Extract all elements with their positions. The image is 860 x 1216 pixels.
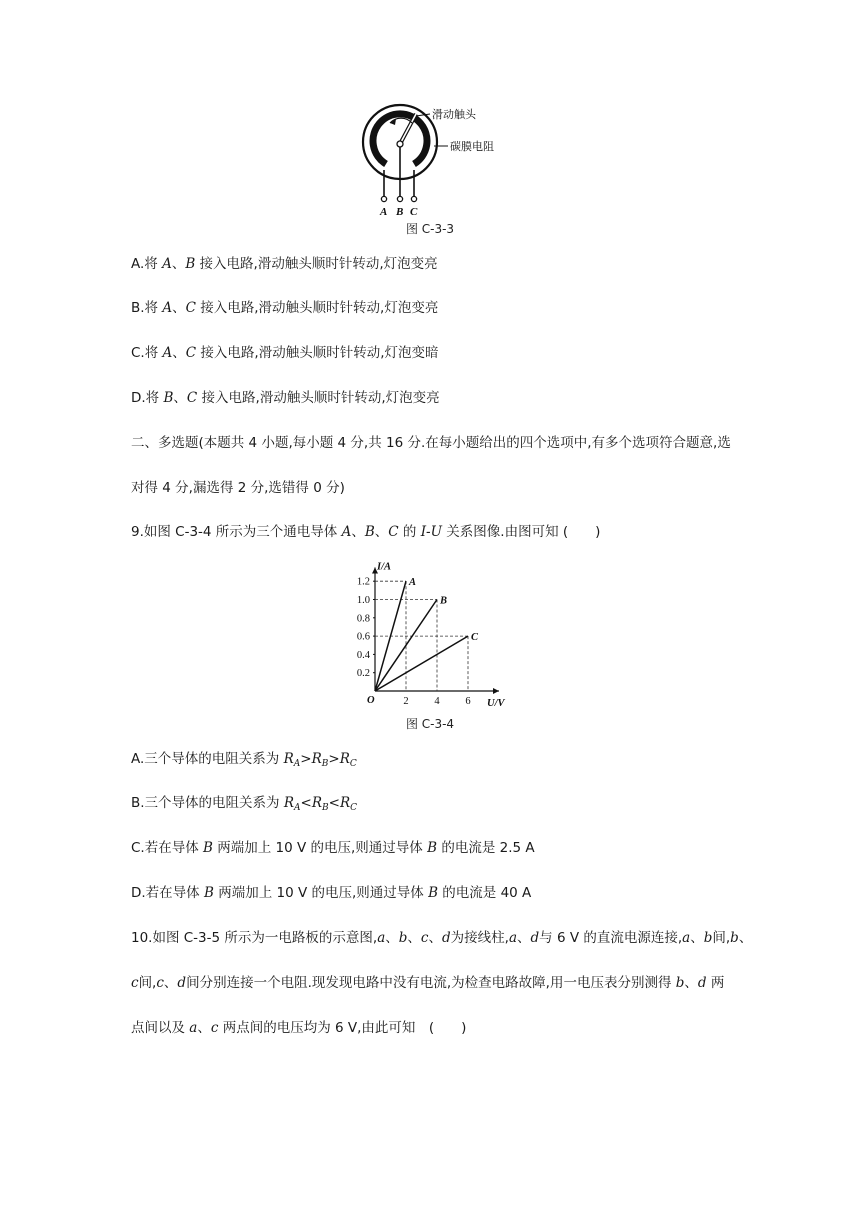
- section-2-heading-line-2: 对得 4 分,漏选得 2 分,选错得 0 分): [131, 480, 345, 496]
- y-tick-label: 1.2: [356, 576, 370, 588]
- terminal-c: [411, 196, 416, 201]
- iu-chart: [350, 552, 510, 712]
- y-tick-label: 0.8: [356, 613, 370, 625]
- origin-label: O: [367, 695, 375, 706]
- q10-line-3: 点间以及 a、c 两点间的电压均为 6 V,由此可知 ( ): [131, 1020, 467, 1036]
- pin-label-b: B: [396, 206, 404, 218]
- series-label-b: B: [440, 595, 448, 607]
- x-tick-label: 2: [403, 696, 409, 707]
- q8-option-a: A.将 A、B 接入电路,滑动触头顺时针转动,灯泡变亮: [131, 256, 438, 272]
- y-tick-label: 0.4: [356, 649, 370, 661]
- resistor-label: 碳膜电阻: [450, 141, 494, 153]
- q8-option-c: C.将 A、C 接入电路,滑动触头顺时针转动,灯泡变暗: [131, 345, 439, 361]
- y-tick-label: 1.0: [356, 595, 370, 606]
- q8-option-b: B.将 A、C 接入电路,滑动触头顺时针转动,灯泡变亮: [131, 300, 439, 316]
- figure-caption-c-3-4: 图 C-3-4: [405, 717, 455, 731]
- q9-option-c: C.若在导体 B 两端加上 10 V 的电压,则通过导体 B 的电流是 2.5 A: [131, 840, 535, 856]
- terminal-a: [381, 196, 386, 201]
- y-tick-label: 0.2: [356, 668, 370, 680]
- q9-stem: 9.如图 C-3-4 所示为三个通电导体 A、B、C 的 I-U 关系图像.由图可知 ( ): [131, 524, 601, 540]
- figure-caption-c-3-3: 图 C-3-3: [405, 222, 455, 236]
- series-label-a: A: [409, 577, 417, 589]
- y-axis-label: I/A: [377, 561, 392, 573]
- q9-option-d: D.若在导体 B 两端加上 10 V 的电压,则通过导体 B 的电流是 40 A: [131, 885, 532, 901]
- x-axis-label: U/V: [487, 698, 505, 709]
- q8-option-d: D.将 B、C 接入电路,滑动触头顺时针转动,灯泡变亮: [131, 390, 440, 406]
- slider-label: 滑动触头: [432, 109, 476, 121]
- potentiometer-figure: [350, 98, 520, 220]
- q9-option-b: B.三个导体的电阻关系为 $R_A<R_B<R_C$: [131, 795, 357, 813]
- potentiometer-diagram: [350, 98, 520, 220]
- pin-label-a: A: [380, 206, 388, 218]
- q9-option-a: A.三个导体的电阻关系为 $R_A>R_B>R_C$: [131, 751, 357, 769]
- y-tick-label: 0.6: [356, 631, 370, 643]
- section-2-heading-line-1: 二、多选题(本题共 4 小题,每小题 4 分,共 16 分.在每小题给出的四个选项中,有多个选项符合题意,选: [131, 435, 731, 451]
- series-label-c: C: [471, 632, 479, 644]
- terminal-b: [397, 196, 402, 201]
- pin-label-c: C: [410, 206, 418, 218]
- x-tick-label: 6: [465, 696, 471, 707]
- slider-pivot: [397, 141, 403, 147]
- x-tick-label: 4: [434, 696, 440, 707]
- q10-line-1: 10.如图 C-3-5 所示为一电路板的示意图,a、b、c、d为接线柱,a、d与 6 V 的直流电源连接,a、b间,b、: [131, 930, 753, 946]
- q10-line-2: c间,c、d间分别连接一个电阻.现发现电路中没有电流,为检查电路故障,用一电压表分别测得 b、d 两: [131, 975, 725, 991]
- x-axis-arrow: [493, 688, 499, 694]
